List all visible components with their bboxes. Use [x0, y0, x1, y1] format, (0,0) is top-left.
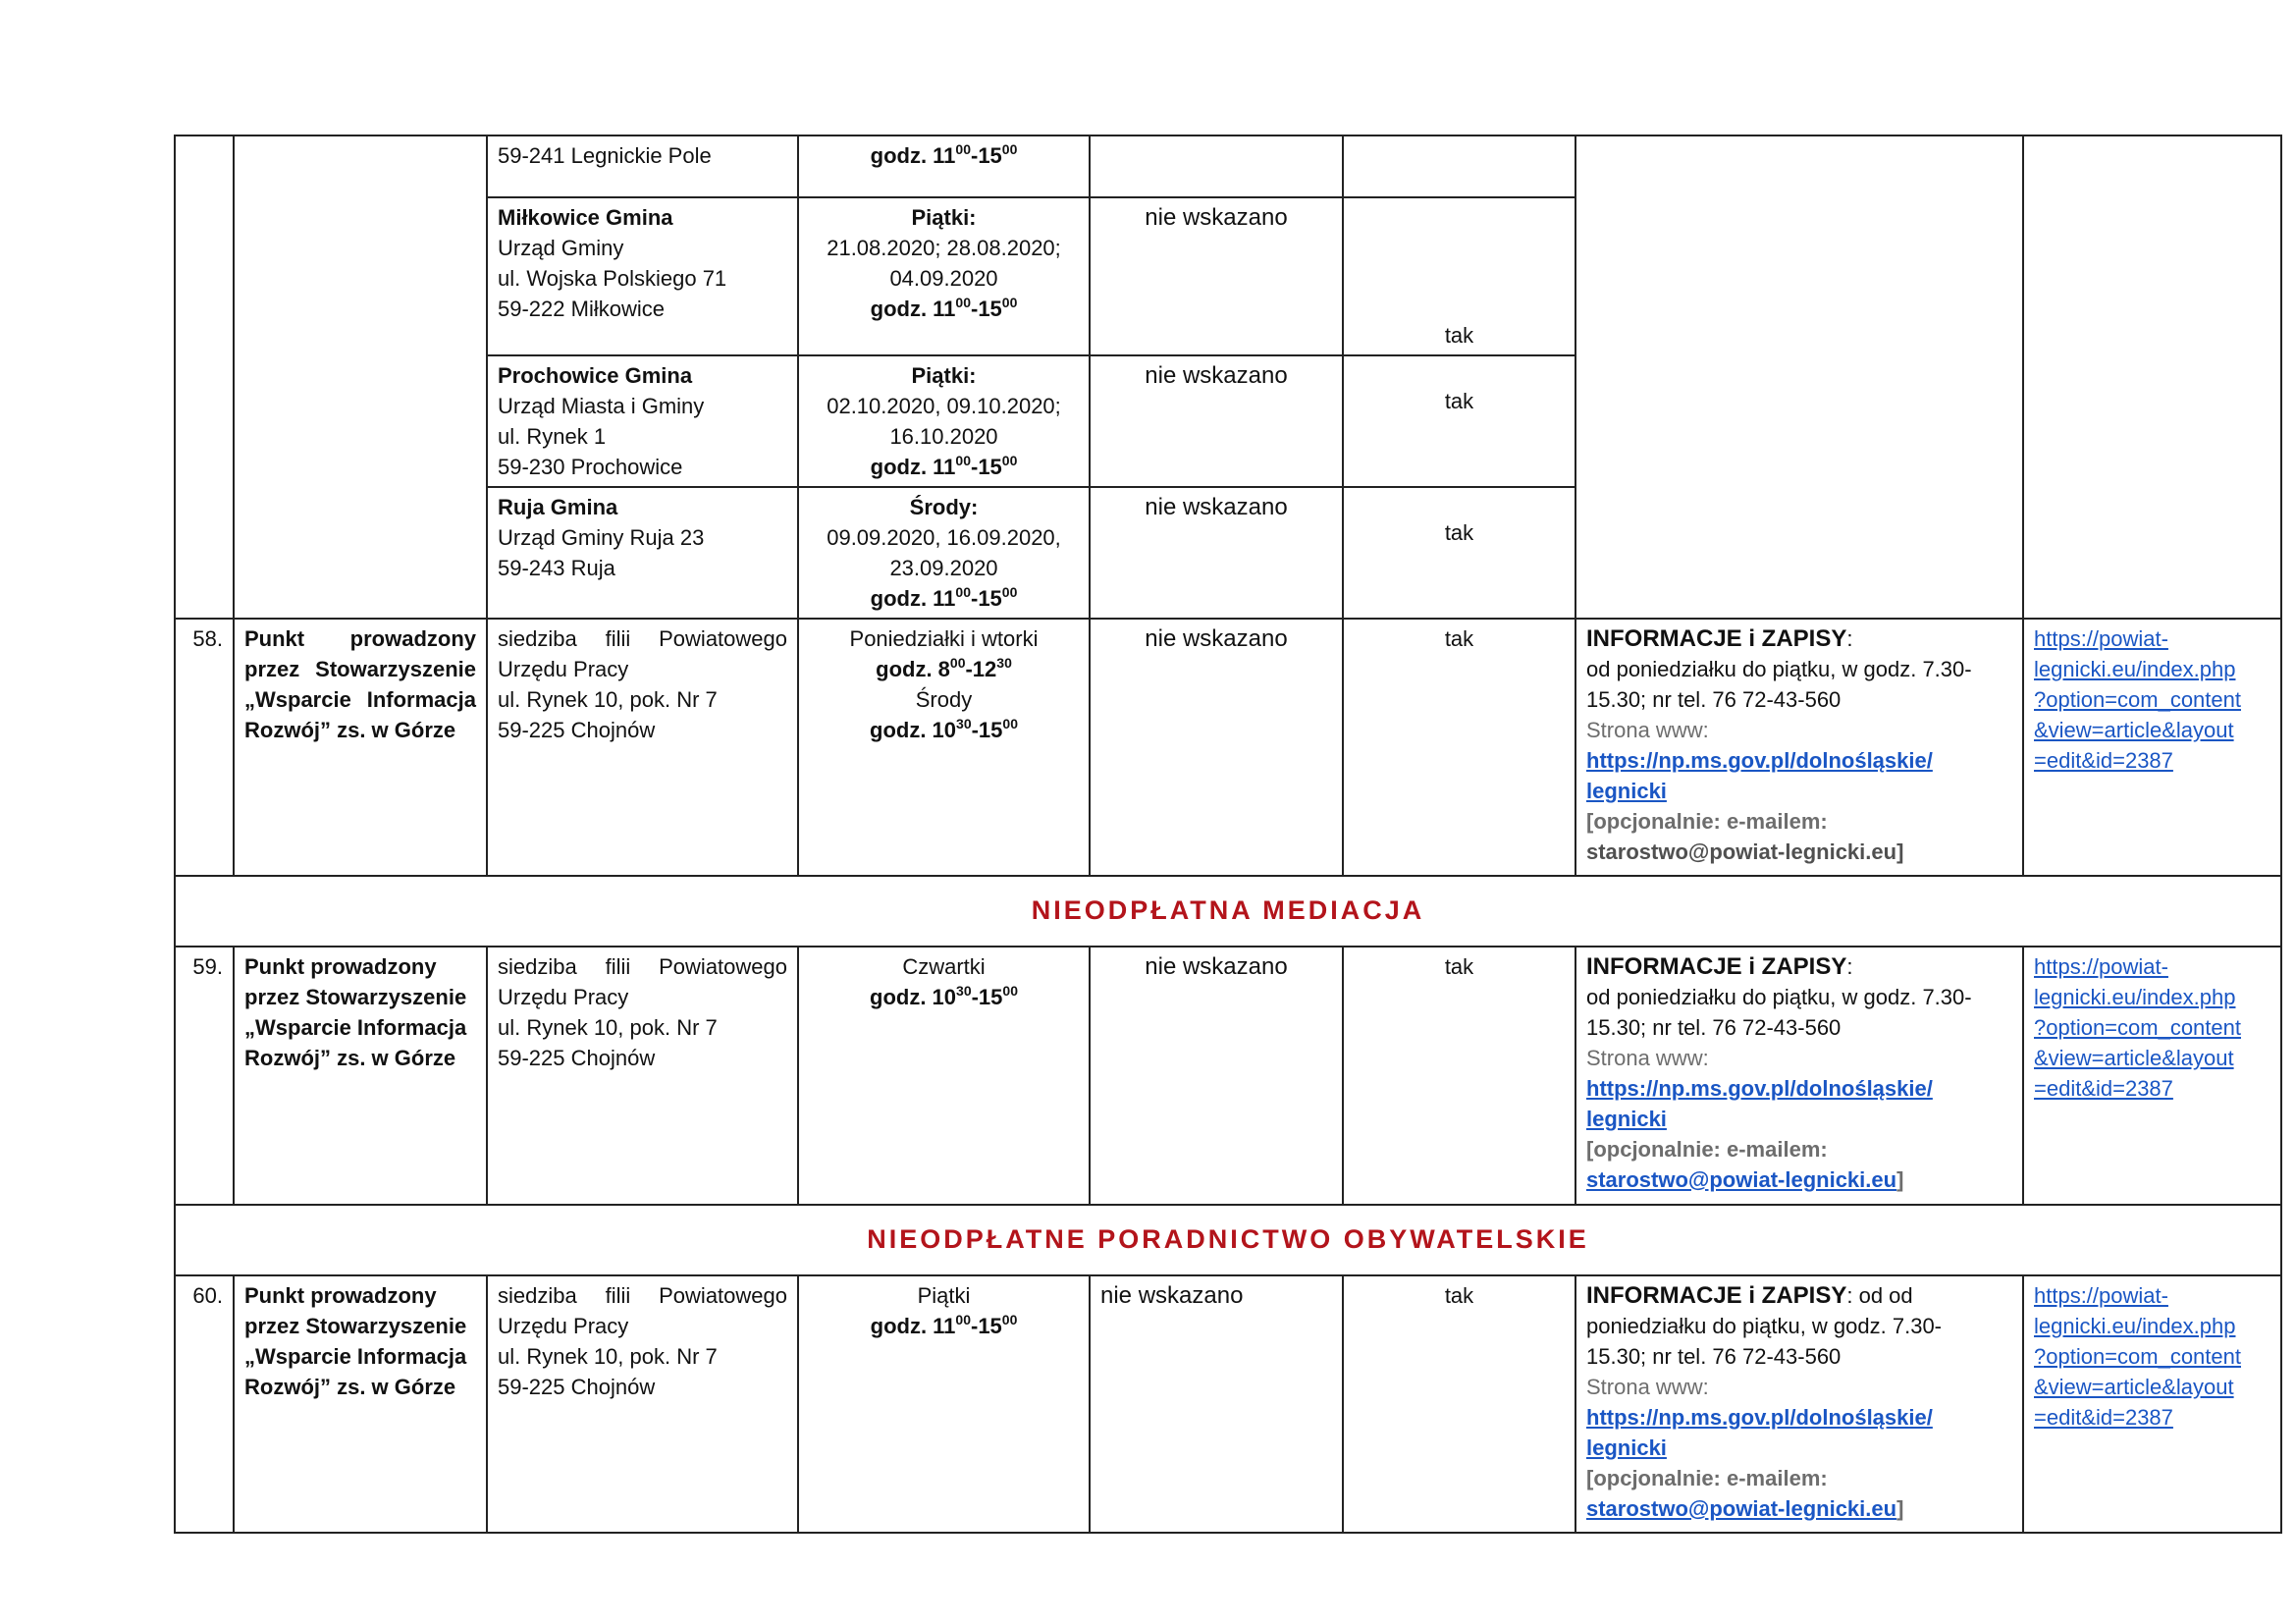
- section-civic: [175, 1205, 2281, 1275]
- languages-milkowice: nie wskazano: [1090, 197, 1343, 355]
- info-heading: INFORMACJE i ZAPISY: [1586, 953, 1847, 980]
- row-number: 60.: [175, 1275, 234, 1533]
- access-prochowice: tak: [1343, 355, 1575, 487]
- continuation-row-legnickie-pole: [175, 135, 2281, 197]
- cont-info-cell: [1575, 135, 2023, 619]
- powiat-link[interactable]: https://powiat- legnicki.eu/index.php ?option=com_content &view=article&layout =edit&id=2387: [2034, 954, 2241, 1101]
- access-milkowice: tak: [1343, 197, 1575, 355]
- points-table: [174, 135, 2282, 1534]
- hours-legnickie-pole: godz. $11^{00}-15^{00}$: [798, 135, 1090, 197]
- email-link[interactable]: starostwo@powiat-legnicki.eu: [1586, 1167, 1897, 1192]
- row-hours: Piątki godz. $11^{00}-15^{00}$: [798, 1275, 1090, 1533]
- row-operator: Punkt prowadzony przez Stowarzyszenie „Wsparcie Informacja Rozwój” zs. w Górze: [234, 619, 487, 876]
- powiat-link[interactable]: https://powiat- legnicki.eu/index.php ?option=com_content &view=article&layout =edit&id=2387: [2034, 1283, 2241, 1430]
- table-row-59: [175, 947, 2281, 1205]
- section-heading-civic: [175, 1205, 2281, 1275]
- section-heading-mediation: [175, 876, 2281, 947]
- section-mediation: [175, 876, 2281, 947]
- email-text: starostwo@powiat-legnicki.eu: [1586, 839, 1897, 864]
- access-ruja: tak: [1343, 487, 1575, 619]
- row-access: tak: [1343, 947, 1575, 1205]
- row-operator: Punkt prowadzony przez Stowarzyszenie „Wsparcie Informacja Rozwój” zs. w Górze: [234, 947, 487, 1205]
- table-row-60: [175, 1275, 2281, 1533]
- registry-link[interactable]: https://np.ms.gov.pl/dolnośląskie/ legnicki: [1586, 748, 1933, 803]
- row-address: siedziba filii Powiatowego Urzędu Pracy ul. Rynek 10, pok. Nr 7 59-225 Chojnów: [487, 947, 798, 1205]
- row-address: siedziba filii Powiatowego Urzędu Pracy ul. Rynek 10, pok. Nr 7 59-225 Chojnów: [487, 1275, 798, 1533]
- place-name: Ruja Gmina: [498, 495, 618, 519]
- place-ruja: Ruja Gmina Urząd Gminy Ruja 23 59-243 Ruja: [487, 487, 798, 619]
- row-number: 59.: [175, 947, 234, 1205]
- languages-ruja: nie wskazano: [1090, 487, 1343, 619]
- place-address-line: 59-241 Legnickie Pole: [498, 143, 712, 168]
- row-info: INFORMACJE i ZAPISY: od poniedziałku do piątku, w godz. 7.30- 15.30; nr tel. 76 72-43-560 Strona www: https://np.ms.gov.pl/dolnośląskie/ legnicki [opcjonalnie: e-mailem: starostwo@powiat-legnicki.eu]: [1575, 947, 2023, 1205]
- place-name: Miłkowice Gmina: [498, 205, 673, 230]
- row-url: [2023, 1275, 2281, 1533]
- row-access: tak: [1343, 619, 1575, 876]
- row-hours: Poniedziałki i wtorki godz. $8^{00}-12^{30}$ Środy godz. $10^{30}-15^{00}$: [798, 619, 1090, 876]
- place-legnickie-pole: [487, 135, 798, 197]
- row-info: INFORMACJE i ZAPISY: od poniedziałku do piątku, w godz. 7.30- 15.30; nr tel. 76 72-43-560 Strona www: https://np.ms.gov.pl/dolnośląskie/ legnicki [opcjonalnie: e-mailem: starostwo@powiat-legnicki.eu]: [1575, 619, 2023, 876]
- row-access: tak: [1343, 1275, 1575, 1533]
- place-milkowice: Miłkowice Gmina Urząd Gminy ul. Wojska Polskiego 71 59-222 Miłkowice: [487, 197, 798, 355]
- access-legnickie-pole: [1343, 135, 1575, 197]
- row-info: INFORMACJE i ZAPISY: od od poniedziałku do piątku, w godz. 7.30- 15.30; nr tel. 76 72-43-560 Strona www: https://np.ms.gov.pl/dolnośląskie/ legnicki [opcjonalnie: e-mailem: starostwo@powiat-legnicki.eu]: [1575, 1275, 2023, 1533]
- registry-link[interactable]: https://np.ms.gov.pl/dolnośląskie/ legnicki: [1586, 1405, 1933, 1460]
- info-heading: INFORMACJE i ZAPISY: [1586, 1282, 1847, 1309]
- hours-milkowice: Piątki: 21.08.2020; 28.08.2020; 04.09.2020 godz. $11^{00}-15^{00}$: [798, 197, 1090, 355]
- cont-url-cell: [2023, 135, 2281, 619]
- row-url: [2023, 947, 2281, 1205]
- powiat-link[interactable]: https://powiat- legnicki.eu/index.php ?option=com_content &view=article&layout =edit&id=2387: [2034, 626, 2241, 773]
- row-languages: nie wskazano: [1090, 1275, 1343, 1533]
- languages-legnickie-pole: [1090, 135, 1343, 197]
- row-hours: Czwartki godz. $10^{30}-15^{00}$: [798, 947, 1090, 1205]
- languages-prochowice: nie wskazano: [1090, 355, 1343, 487]
- row-languages: nie wskazano: [1090, 947, 1343, 1205]
- row-address: siedziba filii Powiatowego Urzędu Pracy ul. Rynek 10, pok. Nr 7 59-225 Chojnów: [487, 619, 798, 876]
- place-name: Prochowice Gmina: [498, 363, 693, 388]
- email-link[interactable]: starostwo@powiat-legnicki.eu: [1586, 1496, 1897, 1521]
- row-url: [2023, 619, 2281, 876]
- registry-link[interactable]: https://np.ms.gov.pl/dolnośląskie/ legnicki: [1586, 1076, 1933, 1131]
- table-row-58: [175, 619, 2281, 876]
- cont-operator-cell: [234, 135, 487, 619]
- cont-number-cell: [175, 135, 234, 619]
- place-prochowice: Prochowice Gmina Urząd Miasta i Gminy ul. Rynek 1 59-230 Prochowice: [487, 355, 798, 487]
- hours-ruja: Środy: 09.09.2020, 16.09.2020, 23.09.2020 godz. $11^{00}-15^{00}$: [798, 487, 1090, 619]
- row-number: 58.: [175, 619, 234, 876]
- row-languages: nie wskazano: [1090, 619, 1343, 876]
- row-operator: Punkt prowadzony przez Stowarzyszenie „Wsparcie Informacja Rozwój” zs. w Górze: [234, 1275, 487, 1533]
- hours-prochowice: Piątki: 02.10.2020, 09.10.2020; 16.10.2020 godz. $11^{00}-15^{00}$: [798, 355, 1090, 487]
- section-title: NIEODPŁATNA MEDIACJA: [1031, 895, 1425, 925]
- section-title: NIEODPŁATNE PORADNICTWO OBYWATELSKIE: [867, 1224, 1589, 1254]
- info-heading: INFORMACJE i ZAPISY: [1586, 625, 1847, 652]
